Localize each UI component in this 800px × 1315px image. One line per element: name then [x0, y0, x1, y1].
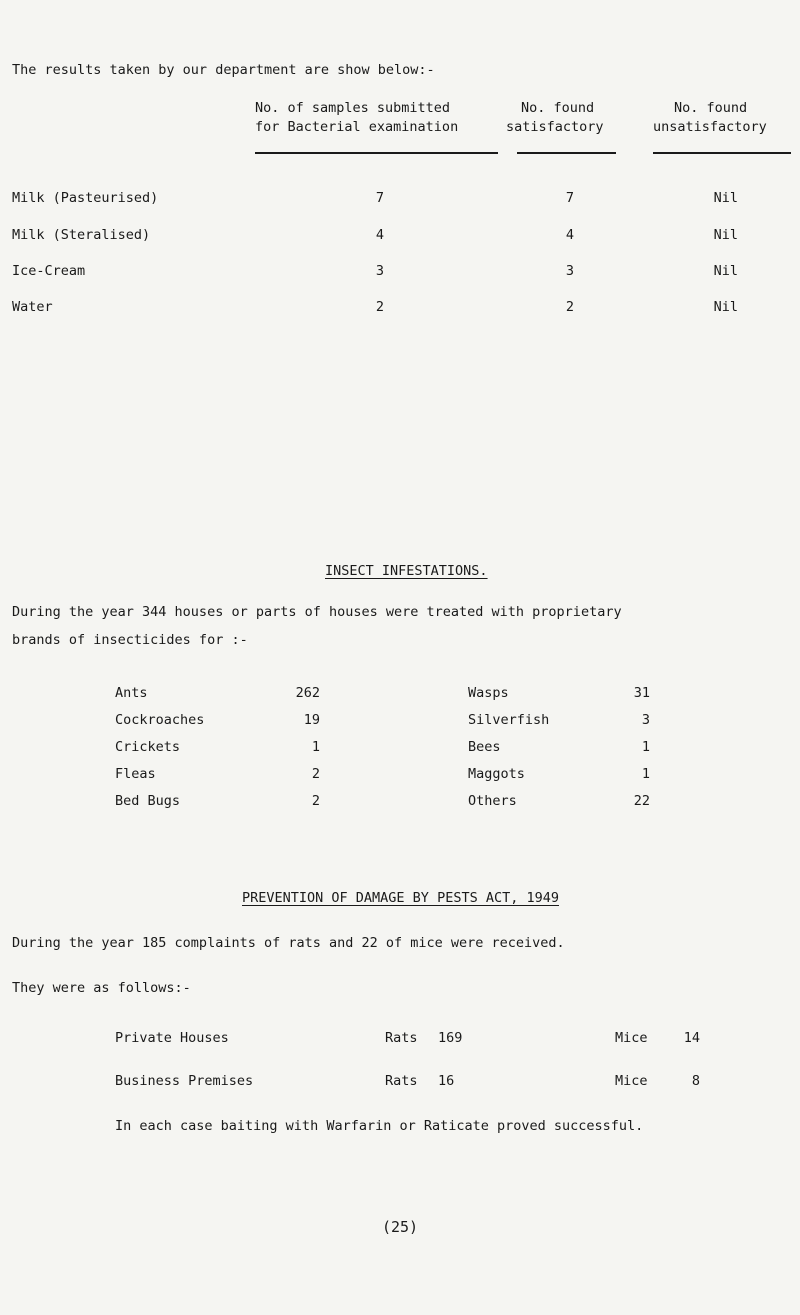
header-unsatisfactory-line2: unsatisfactory: [653, 119, 767, 135]
header-rule-unsatisfactory: [653, 152, 791, 154]
rats-count: 16: [438, 1073, 455, 1089]
header-satisfactory-line1: No. found: [521, 100, 595, 116]
pests-conclusion: In each case baiting with Warfarin or Raticate proved successful.: [115, 1118, 644, 1134]
mice-label: Mice: [615, 1030, 648, 1046]
header-satisfactory-line2: satisfactory: [506, 119, 604, 135]
pests-heading: PREVENTION OF DAMAGE BY PESTS ACT, 1949: [242, 890, 559, 906]
sample-row-satisfactory: 2: [565, 299, 575, 315]
pests-paragraph: During the year 185 complaints of rats and 22 of mice were received.: [12, 935, 565, 951]
sample-row-submitted: 7: [375, 190, 385, 206]
sample-row-satisfactory: 7: [565, 190, 575, 206]
rats-label: Rats: [385, 1073, 418, 1089]
insect-name: Wasps: [468, 685, 509, 701]
insect-name: Maggots: [468, 766, 525, 782]
sample-row-label: Ice-Cream: [12, 263, 86, 279]
insect-count: 19: [303, 712, 320, 728]
header-unsatisfactory-line1: No. found: [674, 100, 748, 116]
pests-follows: They were as follows:-: [12, 980, 191, 996]
sample-row-unsatisfactory: Nil: [713, 263, 738, 279]
insect-paragraph-line2: brands of insecticides for :-: [12, 632, 248, 648]
sample-row-submitted: 3: [375, 263, 385, 279]
header-rule-submitted: [255, 152, 498, 154]
page-number: (25): [381, 1218, 419, 1236]
insect-count: 3: [641, 712, 650, 728]
insect-name: Bees: [468, 739, 501, 755]
intro-text: The results taken by our department are show below:-: [12, 62, 435, 78]
sample-row-label: Water: [12, 299, 53, 315]
sample-row-satisfactory: 4: [565, 227, 575, 243]
insect-paragraph-line1: During the year 344 houses or parts of houses were treated with proprietary: [12, 604, 622, 620]
insect-name: Ants: [115, 685, 148, 701]
insect-name: Bed Bugs: [115, 793, 181, 809]
insect-count: 2: [311, 766, 320, 782]
insect-count: 22: [633, 793, 650, 809]
insect-heading: INSECT INFESTATIONS.: [325, 563, 488, 579]
sample-row-submitted: 2: [375, 299, 385, 315]
sample-row-label: Milk (Steralised): [12, 227, 151, 243]
sample-row-unsatisfactory: Nil: [713, 227, 738, 243]
sample-row-submitted: 4: [375, 227, 385, 243]
insect-name: Silverfish: [468, 712, 550, 728]
insect-count: 2: [311, 793, 320, 809]
sample-row-unsatisfactory: Nil: [713, 190, 738, 206]
insect-name: Fleas: [115, 766, 156, 782]
mice-count: 14: [683, 1030, 700, 1046]
rats-count: 169: [438, 1030, 463, 1046]
insect-name: Crickets: [115, 739, 181, 755]
mice-label: Mice: [615, 1073, 648, 1089]
insect-count: 262: [295, 685, 320, 701]
mice-count: 8: [691, 1073, 700, 1089]
header-submitted-line1: No. of samples submitted: [255, 100, 451, 116]
insect-count: 31: [633, 685, 650, 701]
insect-count: 1: [641, 766, 650, 782]
insect-count: 1: [311, 739, 320, 755]
insect-count: 1: [641, 739, 650, 755]
insect-name: Cockroaches: [115, 712, 205, 728]
sample-row-unsatisfactory: Nil: [713, 299, 738, 315]
rats-label: Rats: [385, 1030, 418, 1046]
premises-label: Business Premises: [115, 1073, 254, 1089]
header-rule-satisfactory: [517, 152, 616, 154]
premises-label: Private Houses: [115, 1030, 229, 1046]
header-submitted-line2: for Bacterial examination: [255, 119, 459, 135]
insect-name: Others: [468, 793, 517, 809]
sample-row-satisfactory: 3: [565, 263, 575, 279]
sample-row-label: Milk (Pasteurised): [12, 190, 159, 206]
